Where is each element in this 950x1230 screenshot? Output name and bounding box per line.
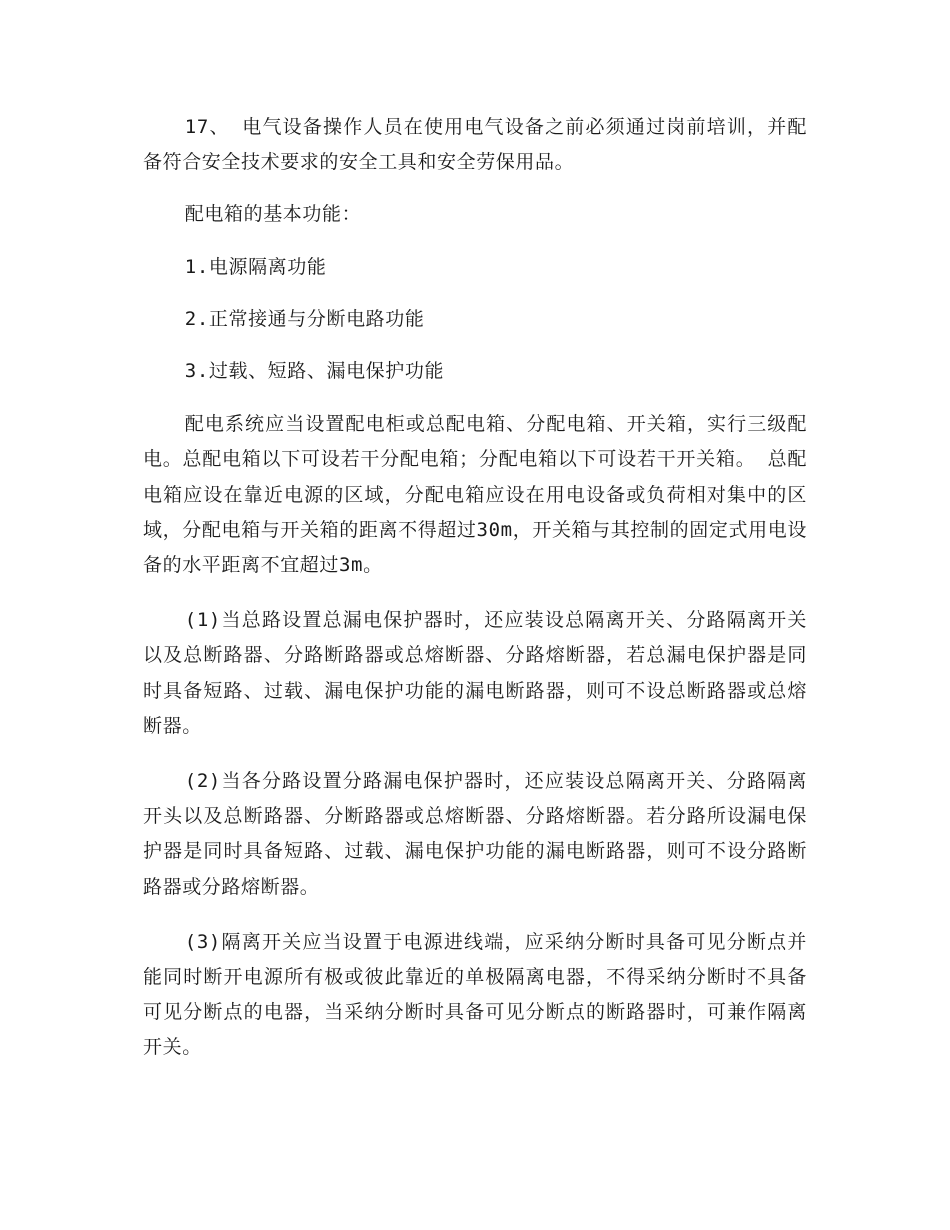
paragraph-distribution-system: 配电系统应当设置配电柜或总配电箱、分配电箱、开关箱，实行三级配电。总配电箱以下可设若干分配电箱；分配电箱以下可设若干开关箱。 总配电箱应设在靠近电源的区域，分配电箱应设在用电设备或负荷相对集中的区域，分配电箱与开关箱的距离不得超过30m，开关箱与其控制的固定式用电设备的水平距离不宜超过3m。 <box>143 413 807 577</box>
list-item-switching: 2.正常接通与分断电路功能 <box>184 307 425 330</box>
list-item-isolation: 1.电源隔离功能 <box>184 255 327 278</box>
paragraph-functions-heading: 配电箱的基本功能： <box>184 203 362 226</box>
paragraph-rule-2: (2)当各分路设置分路漏电保护器时，还应装设总隔离开关、分路隔离开头以及总断路器、分断路器或总熔断器、分路熔断器。若分路所设漏电保护器是同时具备短路、过载、漏电保护功能的漏电断路器，则可不设分路断路器或分路熔断器。 <box>143 770 807 898</box>
document-page <box>143 110 807 1066</box>
list-item-protection: 3.过载、短路、漏电保护功能 <box>184 360 445 383</box>
paragraph-safety-training: 17、 电气设备操作人员在使用电气设备之前必须通过岗前培训，并配备符合安全技术要求的安全工具和安全劳保用品。 <box>143 116 807 174</box>
paragraph-rule-1: (1)当总路设置总漏电保护器时，还应装设总隔离开关、分路隔离开关以及总断路器、分路断路器或总熔断器、分路熔断器，若总漏电保护器是同时具备短路、过载、漏电保护功能的漏电断路器，则可不设总断路器或总熔断器。 <box>143 609 807 737</box>
paragraph-rule-3: (3)隔离开关应当设置于电源进线端，应采纳分断时具备可见分断点并能同时断开电源所有极或彼此靠近的单极隔离电器，不得采纳分断时不具备可见分断点的电器，当采纳分断时具备可见分断点的断路器时，可兼作隔离开关。 <box>143 930 807 1059</box>
